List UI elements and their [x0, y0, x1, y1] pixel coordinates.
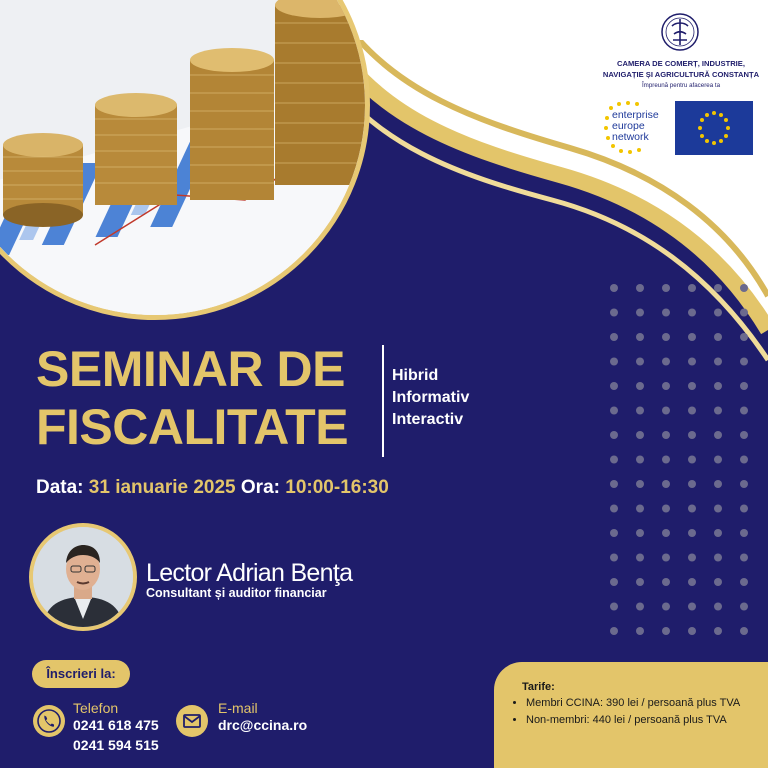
decorative-dot: [740, 554, 748, 562]
decorative-dot: [714, 578, 722, 586]
fees-title: Tarife:: [522, 681, 555, 693]
een-text: enterprise europe network: [612, 109, 659, 143]
decorative-dot: [714, 456, 722, 464]
decorative-dot: [636, 358, 644, 366]
decorative-dot: [610, 431, 618, 439]
mail-icon: [176, 705, 208, 737]
decorative-dot: [610, 284, 618, 292]
title-line-2: FISCALITATE: [36, 399, 349, 455]
decorative-dot: [714, 382, 722, 390]
decorative-dot: [610, 358, 618, 366]
decorative-dot: [662, 456, 670, 464]
tag-interactiv: Interactiv: [392, 411, 464, 428]
decorative-dot: [610, 333, 618, 341]
decorative-dot: [636, 505, 644, 513]
decorative-dot: [662, 505, 670, 513]
decorative-dot: [662, 603, 670, 611]
decorative-dot: [636, 554, 644, 562]
date-label: Data:: [36, 477, 84, 498]
decorative-dot: [688, 603, 696, 611]
decorative-dot: [662, 407, 670, 415]
phone-label: Telefon: [73, 700, 119, 716]
decorative-dot: [636, 407, 644, 415]
title-line-1: SEMINAR DE: [36, 341, 345, 397]
event-schedule: [36, 477, 389, 499]
decorative-dot: [610, 456, 618, 464]
decorative-dot: [740, 407, 748, 415]
fee-members: • Membri CCINA: 390 lei / persoană plus TVA: [526, 696, 766, 711]
decorative-dot: [688, 382, 696, 390]
tag-hibrid: Hibrid: [392, 367, 439, 384]
decorative-dot: [636, 529, 644, 537]
decorative-dot: [714, 284, 722, 292]
email-address[interactable]: drc@ccina.ro: [218, 717, 308, 733]
decorative-dot: [610, 382, 618, 390]
phone-number-2[interactable]: 0241 594 515: [73, 737, 159, 753]
decorative-dot: [610, 578, 618, 586]
decorative-dot: [688, 358, 696, 366]
ccina-emblem-icon: [660, 12, 700, 52]
decorative-dot: [740, 456, 748, 464]
ccina-tagline: Împreună pentru afacerea ta: [641, 82, 721, 89]
decorative-dot: [636, 333, 644, 341]
decorative-dot: [740, 627, 748, 635]
decorative-dot: [714, 627, 722, 635]
decorative-dot: [740, 333, 748, 341]
decorative-dot: [636, 578, 644, 586]
phone-number-1[interactable]: 0241 618 475: [73, 717, 159, 733]
decorative-dot: [740, 505, 748, 513]
decorative-dot: [610, 554, 618, 562]
decorative-dot: [636, 627, 644, 635]
decorative-dot: [688, 529, 696, 537]
decorative-dot: [714, 358, 722, 366]
decorative-dot: [740, 284, 748, 292]
decorative-dot: [662, 529, 670, 537]
time-label: Ora:: [240, 477, 280, 498]
decorative-dot: [740, 382, 748, 390]
decorative-dot: [662, 431, 670, 439]
decorative-dot: [610, 505, 618, 513]
decorative-dot: [688, 333, 696, 341]
decorative-dot: [610, 480, 618, 488]
decorative-dot: [740, 480, 748, 488]
decorative-dot: [688, 480, 696, 488]
decorative-dot: [714, 554, 722, 562]
lector-role: Consultant și auditor financiar: [146, 586, 327, 600]
decorative-dot: [610, 603, 618, 611]
ccina-name: CAMERA DE COMERȚ, INDUSTRIE, NAVIGAȚIE ȘI AGRICULTURĂ CONSTANȚA: [602, 59, 760, 79]
decorative-dot: [662, 309, 670, 317]
decorative-dot: [636, 456, 644, 464]
decorative-dot: [688, 627, 696, 635]
tag-informativ: Informativ: [392, 389, 470, 406]
decorative-dot: [662, 284, 670, 292]
decorative-dot: [714, 480, 722, 488]
decorative-dot: [610, 407, 618, 415]
decorative-dot: [740, 309, 748, 317]
decorative-dot: [636, 603, 644, 611]
decorative-dot: [610, 627, 618, 635]
title-divider: [382, 345, 384, 457]
decorative-dot: [688, 554, 696, 562]
eu-flag-icon: [675, 101, 753, 155]
decorative-dot: [636, 480, 644, 488]
decorative-dot: [662, 627, 670, 635]
decorative-dot: [714, 505, 722, 513]
decorative-dot: [662, 333, 670, 341]
decorative-dot: [714, 333, 722, 341]
email-label: E-mail: [218, 700, 258, 716]
decorative-dot: [662, 480, 670, 488]
decorative-dot: [740, 529, 748, 537]
fees-list: [512, 696, 766, 730]
decorative-dot: [610, 529, 618, 537]
decorative-dot: [662, 578, 670, 586]
decorative-dot: [636, 309, 644, 317]
event-title: [36, 340, 348, 456]
decorative-dot: [714, 431, 722, 439]
decorative-dot: [688, 505, 696, 513]
decorative-dot: [740, 431, 748, 439]
decorative-dot: [740, 358, 748, 366]
decorative-dot: [714, 603, 722, 611]
decorative-dot-grid: [604, 278, 754, 658]
decorative-dot: [740, 578, 748, 586]
registration-label: Înscrieri la:: [32, 660, 130, 688]
decorative-dot: [688, 431, 696, 439]
decorative-dot: [714, 529, 722, 537]
decorative-dot: [662, 358, 670, 366]
decorative-dot: [610, 309, 618, 317]
event-format-tags: [392, 365, 469, 431]
decorative-dot: [636, 284, 644, 292]
decorative-dot: [740, 603, 748, 611]
lector-name: Lector Adrian Benţa: [146, 559, 353, 587]
decorative-dot: [688, 407, 696, 415]
decorative-dot: [636, 431, 644, 439]
decorative-dot: [662, 554, 670, 562]
decorative-dot: [636, 382, 644, 390]
lector-portrait: [29, 523, 137, 631]
decorative-dot: [688, 309, 696, 317]
decorative-dot: [688, 284, 696, 292]
decorative-dot: [662, 382, 670, 390]
phone-icon: [33, 705, 65, 737]
decorative-dot: [688, 456, 696, 464]
decorative-dot: [714, 407, 722, 415]
decorative-dot: [714, 309, 722, 317]
fee-non-members: • Non-membri: 440 lei / persoană plus TVA: [526, 713, 766, 728]
time-value: 10:00-16:30: [285, 477, 389, 498]
date-value: 31 ianuarie 2025: [88, 477, 236, 498]
decorative-dot: [688, 578, 696, 586]
